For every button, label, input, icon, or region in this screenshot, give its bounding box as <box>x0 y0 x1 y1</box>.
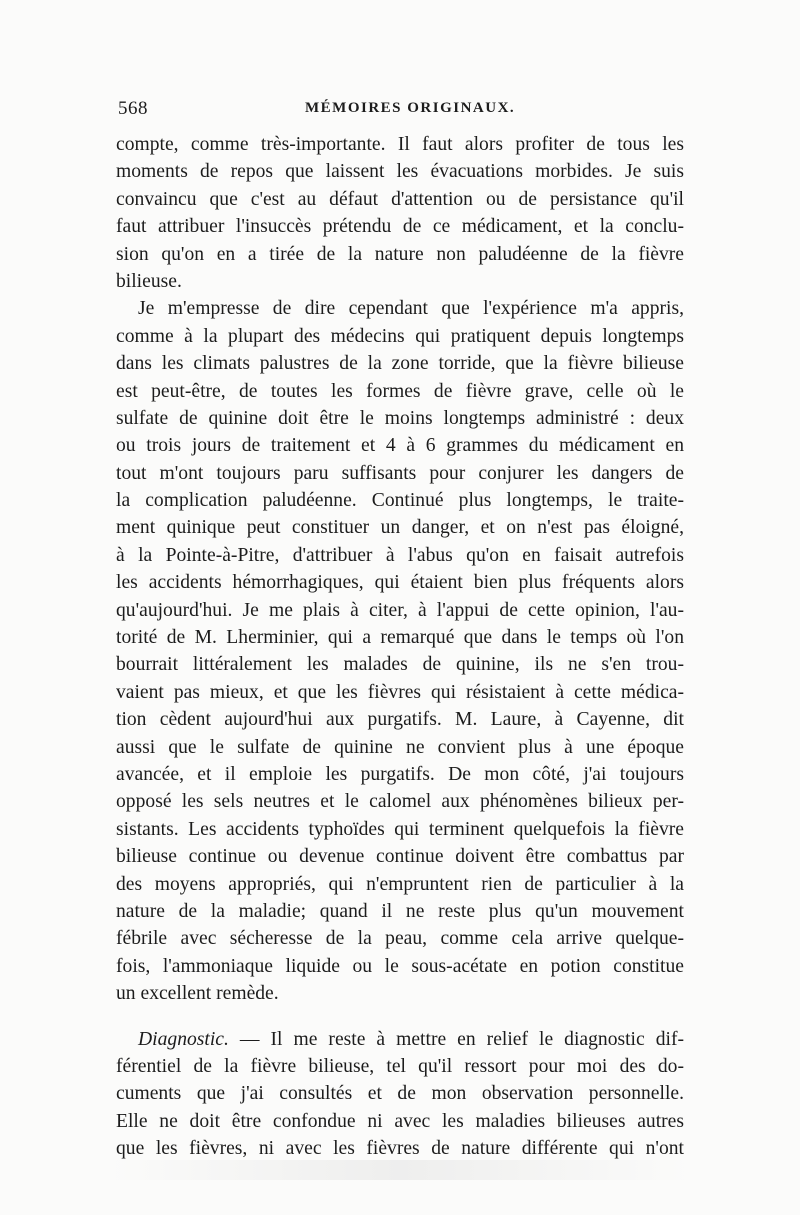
scan-bleed-through <box>110 1160 690 1180</box>
text-line: des moyens appropriés, qui n'empruntent rien de particulier à la <box>116 873 684 895</box>
section-lead: Diagnostic. <box>138 1028 229 1050</box>
text-line: dans les climats palustres de la zone torride, que la fièvre bilieuse <box>116 353 684 375</box>
text-line: férentiel de la fièvre bilieuse, tel qu'il ressort pour moi des do- <box>116 1055 684 1077</box>
text-line: Je m'empresse de dire cependant que l'expérience m'a appris, <box>138 298 684 320</box>
text-line: un excellent remède. <box>116 983 279 1005</box>
text-line: tout m'ont toujours paru suffisants pour conjurer les dangers de <box>116 462 684 484</box>
text-line: fois, l'ammoniaque liquide ou le sous-acétate en potion constitue <box>116 955 684 977</box>
text-line: convaincu que c'est au défaut d'attention ou de persistance qu'il <box>116 188 684 210</box>
text-line: faut attribuer l'insuccès prétendu de ce médicament, et la conclu- <box>116 216 684 238</box>
text-line: sion qu'on en a tirée de la nature non paludéenne de la fièvre <box>116 243 684 265</box>
text-line: à la Pointe-à-Pitre, d'attribuer à l'abus qu'on en faisait autrefois <box>116 544 684 566</box>
running-title: MÉMOIRES ORIGINAUX. <box>305 100 516 116</box>
text-line: ou trois jours de traitement et 4 à 6 grammes du médicament en <box>116 435 684 457</box>
text-line: bilieuse continue ou devenue continue doivent être combattus par <box>116 846 684 868</box>
text-line: Elle ne doit être confondue ni avec les maladies bilieuses autres <box>116 1110 684 1132</box>
text-line: cuments que j'ai consultés et de mon observation personnelle. <box>116 1083 684 1105</box>
text-line <box>116 1026 684 1053</box>
text-line: tion cèdent aujourd'hui aux purgatifs. M. Laure, à Cayenne, dit <box>116 709 684 731</box>
text-line: comme à la plupart des médecins qui pratiquent depuis longtemps <box>116 325 684 347</box>
text-line: qu'aujourd'hui. Je me plais à citer, à l'appui de cette opinion, l'au- <box>116 599 684 621</box>
text-line: opposé les sels neutres et le calomel aux phénomènes bilieux per- <box>116 791 684 813</box>
body-text <box>116 131 684 1162</box>
text-line: les accidents hémorrhagiques, qui étaient bien plus fréquents alors <box>116 572 684 594</box>
text-line: vaient pas mieux, et que les fièvres qui résistaient à cette médica- <box>116 681 684 703</box>
text-line: la complication paludéenne. Continué plus longtemps, le traite- <box>116 490 684 512</box>
text-line: moments de repos que laissent les évacuations morbides. Je suis <box>116 161 684 183</box>
text-line: fébrile avec sécheresse de la peau, comme cela arrive quelque- <box>116 928 684 950</box>
paragraph-3 <box>116 1026 684 1163</box>
text-line: est peut-être, de toutes les formes de fièvre grave, celle où le <box>116 380 684 402</box>
paragraph-spacer <box>116 1008 684 1026</box>
text-line: sistants. Les accidents typhoïdes qui terminent quelquefois la fièvre <box>116 818 684 840</box>
text-line: nature de la maladie; quand il ne reste plus qu'un mouvement <box>116 900 684 922</box>
text-line: torité de M. Lherminier, qui a remarqué que dans le temps où l'on <box>116 627 684 649</box>
text-line: sulfate de quinine doit être le moins longtemps administré : deux <box>116 407 684 429</box>
text-line: compte, comme très-importante. Il faut alors profiter de tous les <box>116 134 684 155</box>
paragraph-2 <box>116 295 684 1007</box>
text-line: bourrait littéralement les malades de quinine, ils ne s'en trou- <box>116 654 684 676</box>
text-line: que les fièvres, ni avec les fièvres de nature différente qui n'ont <box>116 1138 684 1160</box>
text-line: ment quinique peut constituer un danger, et on n'est pas éloigné, <box>116 517 684 539</box>
text-line: avancée, et il emploie les purgatifs. De mon côté, j'ai toujours <box>116 763 684 785</box>
text-line: aussi que le sulfate de quinine ne convient plus à une époque <box>116 736 684 758</box>
page-number: 568 <box>118 98 148 119</box>
paragraph-1 <box>116 131 684 295</box>
text-run: — Il me reste à mettre en relief le diagnostic dif- <box>228 1028 684 1050</box>
running-head <box>118 98 680 122</box>
text-line: bilieuse. <box>116 270 182 292</box>
